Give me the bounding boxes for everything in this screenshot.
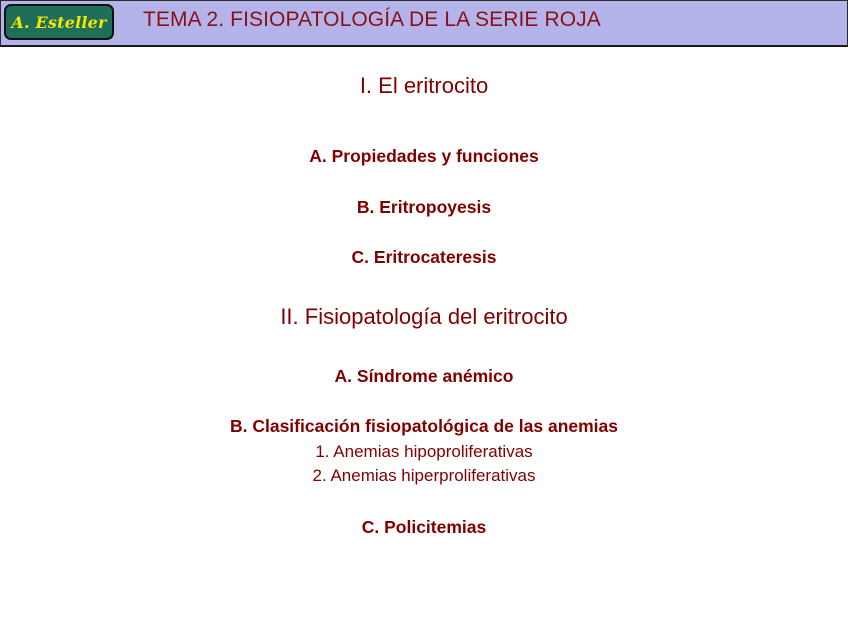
- section-1-item-c: C. Eritrocateresis: [351, 247, 497, 267]
- section-2-title: II. Fisiopatología del eritrocito: [280, 304, 568, 329]
- section-2-item-b: B. Clasificación fisiopatológica de las anemias: [229, 416, 619, 436]
- section-2-item-c: C. Policitemias: [361, 517, 487, 537]
- section-2-subitem-1: 1. Anemias hipoproliferativas: [315, 442, 533, 461]
- author-logo-text: A. Esteller: [11, 12, 107, 32]
- section-1-title: I. El eritrocito: [359, 73, 489, 98]
- section-1-item-a: A. Propiedades y funciones: [309, 146, 539, 166]
- section-2-item-a: A. Síndrome anémico: [334, 366, 514, 386]
- header-bar: [0, 0, 848, 47]
- slide-title: TEMA 2. FISIOPATOLOGÍA DE LA SERIE ROJA: [143, 8, 601, 31]
- section-1-item-b: B. Eritropoyesis: [356, 197, 492, 217]
- section-2-subitem-2: 2. Anemias hiperproliferativas: [312, 466, 536, 485]
- author-logo-badge: [4, 4, 114, 40]
